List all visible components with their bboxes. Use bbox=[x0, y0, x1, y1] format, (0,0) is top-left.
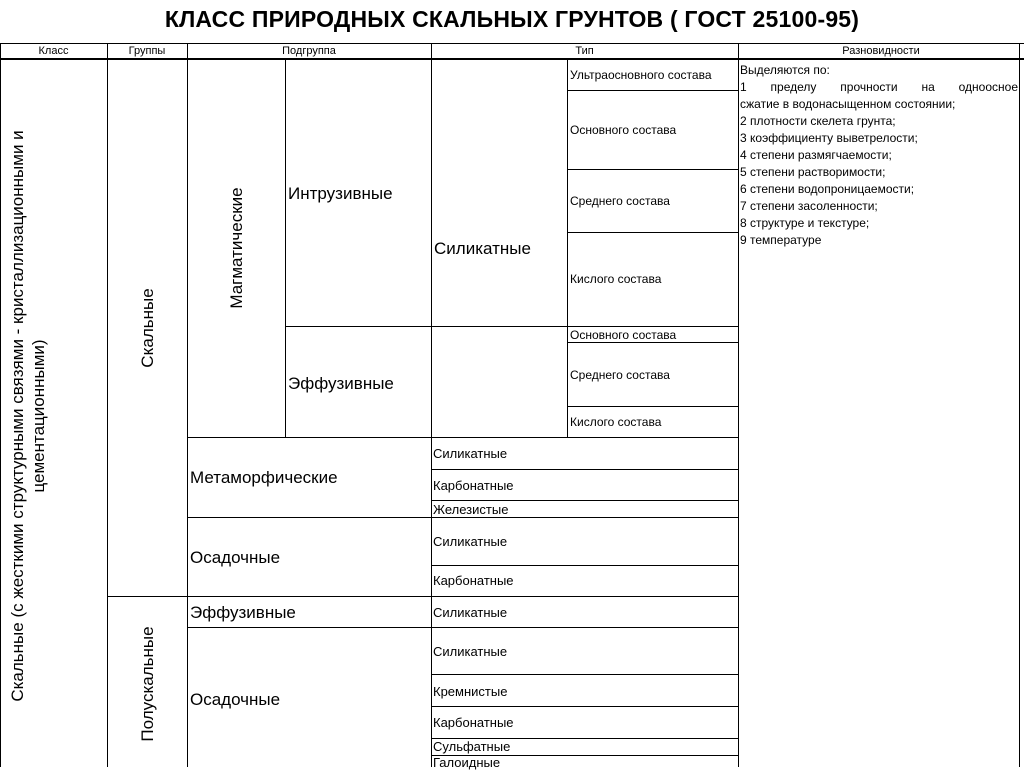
type-semi-sed-sulfate: Сульфатные bbox=[433, 739, 511, 754]
row-line bbox=[187, 437, 738, 438]
varieties-item: сжатие в водонасыщенном состоянии; bbox=[740, 97, 956, 111]
col-line-subgroup-type bbox=[431, 43, 432, 767]
type-semi-sed-siliceous: Кремнистые bbox=[433, 684, 508, 699]
subgroup-intrusive: Интрузивные bbox=[288, 184, 393, 203]
col-line-class-groups bbox=[107, 43, 108, 767]
varieties-list bbox=[740, 62, 1018, 249]
col-line-right bbox=[1019, 43, 1020, 767]
row-line bbox=[431, 706, 738, 707]
type-semi-sed-silicate: Силикатные bbox=[433, 644, 508, 659]
composition-ultrabasic: Ультраосновного состава bbox=[570, 68, 712, 82]
subgroup-sedimentary: Осадочные bbox=[190, 548, 281, 567]
subgroup-semi-sedimentary: Осадочные bbox=[190, 690, 281, 709]
header-type: Тип bbox=[575, 45, 594, 57]
varieties-item: 4 степени размягчаемости; bbox=[740, 148, 892, 162]
page-title: КЛАСС ПРИРОДНЫХ СКАЛЬНЫХ ГРУНТОВ ( ГОСТ 25100-95) bbox=[164, 6, 860, 32]
type-meta-carbonate: Карбонатные bbox=[433, 478, 514, 493]
col-line-groups-subgroup bbox=[187, 43, 188, 767]
header-bottom-border bbox=[0, 58, 1024, 60]
varieties-item: 6 степени водопроницаемости; bbox=[740, 182, 915, 196]
row-line bbox=[107, 596, 738, 597]
varieties-item: 2 плотности скелета грунта; bbox=[740, 114, 896, 128]
row-line bbox=[567, 406, 738, 407]
header-groups: Группы bbox=[128, 45, 166, 57]
composition-acidic: Кислого состава bbox=[570, 272, 662, 286]
composition-intermediate: Среднего состава bbox=[570, 194, 670, 208]
class-label-line2: цементационными) bbox=[29, 339, 48, 493]
varieties-intro: Выделяются по: bbox=[740, 63, 830, 77]
varieties-item: 7 степени засоленности; bbox=[740, 199, 878, 213]
row-line bbox=[431, 500, 738, 501]
header-subgroup: Подгруппа bbox=[282, 45, 336, 57]
composition-eff-intermediate: Среднего состава bbox=[570, 368, 670, 382]
type-silicate-magmatic: Силикатные bbox=[434, 239, 531, 258]
subgroup-magmatic: Магматические bbox=[227, 187, 246, 309]
composition-basic: Основного состава bbox=[570, 123, 677, 137]
group-semi-rocky: Полускальные bbox=[138, 626, 157, 742]
type-sed-carbonate: Карбонатные bbox=[433, 573, 514, 588]
type-semi-sed-carbonate: Карбонатные bbox=[433, 715, 514, 730]
type-sed-silicate: Силикатные bbox=[433, 534, 508, 549]
varieties-item: 5 степени растворимости; bbox=[740, 165, 886, 179]
subgroup-effusive: Эффузивные bbox=[288, 374, 394, 393]
row-line bbox=[431, 674, 738, 675]
varieties-item: 3 коэффициенту выветрелости; bbox=[740, 131, 918, 145]
type-semi-sed-haloid: Галоидные bbox=[433, 755, 501, 770]
header-varieties: Разновидности bbox=[842, 45, 920, 57]
col-line-subgroup-inner bbox=[285, 59, 286, 437]
composition-eff-acidic: Кислого состава bbox=[570, 415, 662, 429]
row-line bbox=[431, 469, 738, 470]
col-line-type-inner bbox=[567, 59, 568, 437]
row-line bbox=[567, 169, 738, 170]
group-rocky: Скальные bbox=[138, 288, 157, 368]
row-line bbox=[567, 342, 738, 343]
varieties-item: 8 структуре и текстуре; bbox=[740, 216, 870, 230]
varieties-item: 1 пределу прочности на одноосное bbox=[740, 80, 1018, 94]
composition-eff-basic: Основного состава bbox=[570, 328, 677, 342]
row-line bbox=[187, 517, 738, 518]
col-line-left bbox=[0, 43, 1, 767]
row-line bbox=[567, 90, 738, 91]
subgroup-metamorphic: Метаморфические bbox=[190, 468, 338, 487]
class-label-line1: Скальные (с жесткими структурными связями - кристаллизационными и bbox=[8, 130, 27, 702]
row-line bbox=[567, 232, 738, 233]
type-semi-eff-silicate: Силикатные bbox=[433, 605, 508, 620]
class-label bbox=[7, 130, 49, 701]
row-line bbox=[431, 565, 738, 566]
row-line bbox=[285, 326, 738, 327]
header-class: Класс bbox=[38, 45, 69, 57]
subgroup-semi-effusive: Эффузивные bbox=[190, 603, 296, 622]
type-meta-silicate: Силикатные bbox=[433, 446, 508, 461]
row-line bbox=[187, 627, 738, 628]
varieties-item: 9 температуре bbox=[740, 233, 822, 247]
type-meta-ferrous: Железистые bbox=[433, 502, 509, 517]
col-line-type-varieties bbox=[738, 43, 739, 767]
